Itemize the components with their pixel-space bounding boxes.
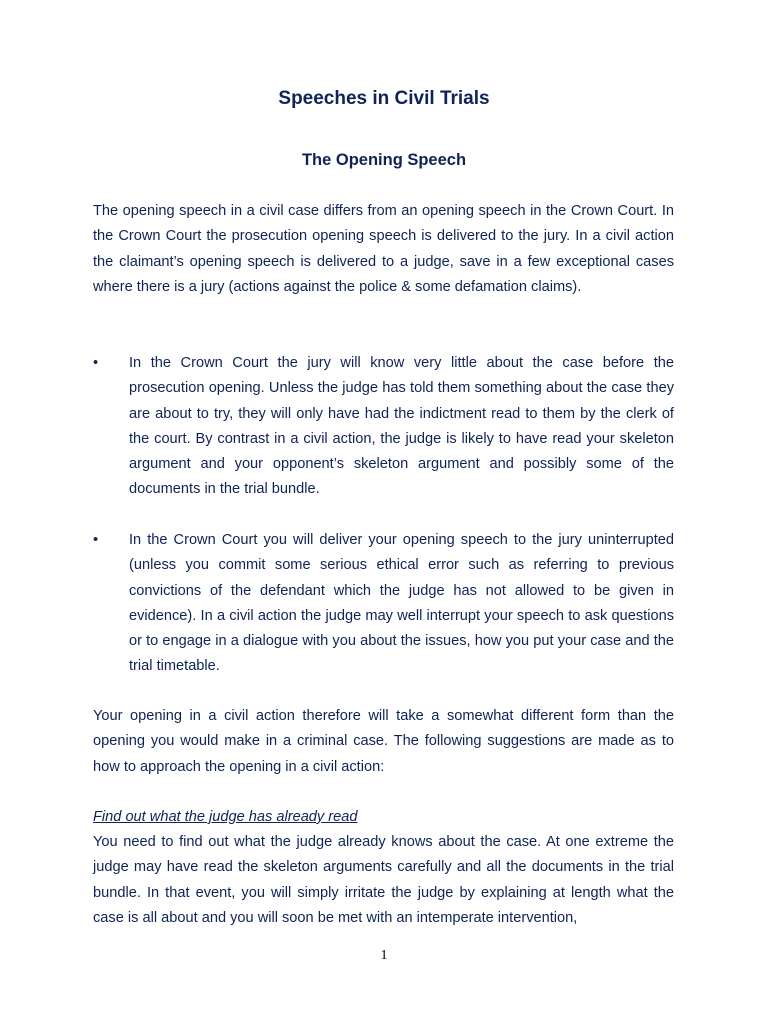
document-title: Speeches in Civil Trials xyxy=(278,88,490,109)
transition-paragraph: Your opening in a civil action therefore will take a somewhat different form than the opening you would make in a criminal case. The following suggestions are made as to how to approach the opening in a civil action: xyxy=(93,708,674,775)
bullet-text: In the Crown Court you will deliver your opening speech to the jury uninterrupted (unless you commit some serious ethical error such as referring to previous convictions of the defendant which the judge has not allowed to be given in evidence). In a civil action the judge may well interrupt your speech to ask questions or to engage in a dialogue with you about the issues, how you put your case and the trial timetable. xyxy=(129,532,674,675)
page-number: 1 xyxy=(380,948,388,963)
intro-paragraph: The opening speech in a civil case differs from an opening speech in the Crown Court. In the Crown Court the prosecution opening speech is delivered to the jury. In a civil action the claimant’s opening speech is delivered to a judge, save in a few exceptional cases where there is a jury (actions against the police & some defamation claims). xyxy=(93,203,674,295)
section-heading: The Opening Speech xyxy=(301,151,467,169)
subheading-paragraph: You need to find out what the judge already knows about the case. At one extreme the judge may have read the skeleton arguments carefully and all the documents in the trial bundle. In that event, you will simply irritate the judge by explaining at length what the case is all about and you will soon be met with an intemperate intervention, xyxy=(93,834,674,926)
bullet-marker: • xyxy=(93,355,99,371)
bullet-marker: • xyxy=(93,532,99,548)
bullet-text: In the Crown Court the jury will know very little about the case before the prosecution opening. Unless the judge has told them something about the case they are about to try, they will only have had the indictment read to them by the clerk of the court. By contrast in a civil action, the judge is likely to have read your skeleton argument and your opponent’s skeleton argument and possibly some of the documents in the trial bundle. xyxy=(129,355,674,498)
subheading: Find out what the judge has already read xyxy=(93,809,358,825)
